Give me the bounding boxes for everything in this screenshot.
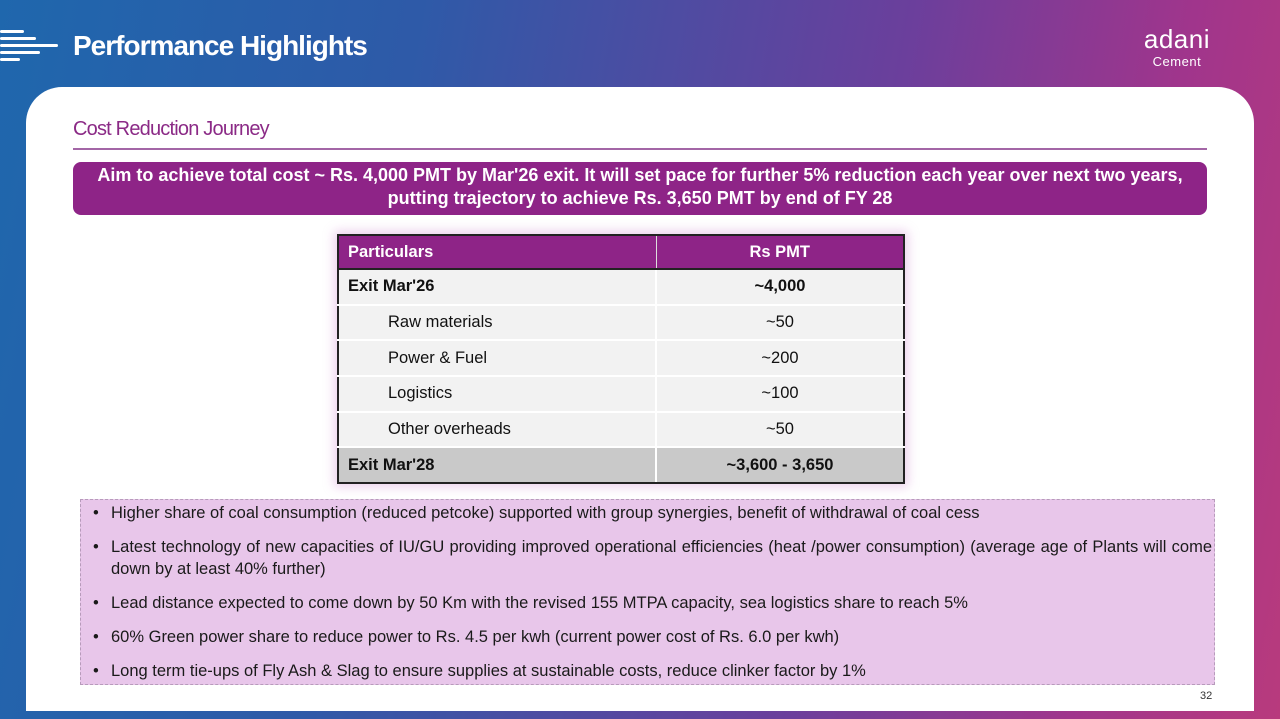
row-value: ~3,600 - 3,650 xyxy=(656,447,904,483)
section-title: Cost Reduction Journey xyxy=(73,118,269,140)
notes-list xyxy=(93,502,1214,682)
section-divider xyxy=(73,148,1207,150)
row-value: ~100 xyxy=(656,376,904,412)
page-title: Performance Highlights xyxy=(73,30,367,61)
list-item: • 60% Green power share to reduce power to Rs. 4.5 per kwh (current power cost of Rs. 6.0 per kwh) xyxy=(93,626,1214,648)
list-item: • Long term tie-ups of Fly Ash & Slag to ensure supplies at sustainable costs, reduce clinker factor by 1% xyxy=(93,660,1214,682)
brand-logo xyxy=(1144,24,1210,70)
row-label: Logistics xyxy=(338,376,656,412)
column-header-rs-pmt: Rs PMT xyxy=(656,235,904,269)
row-label: Other overheads xyxy=(338,412,656,448)
row-value: ~50 xyxy=(656,305,904,341)
cost-table xyxy=(337,234,905,484)
list-item: • Higher share of coal consumption (reduced petcoke) supported with group synergies, benefit of withdrawal of coal cess xyxy=(93,502,1214,524)
brand-name: adani xyxy=(1143,24,1210,54)
table-header-row xyxy=(338,235,904,269)
row-value: ~200 xyxy=(656,340,904,376)
table-row xyxy=(338,269,904,305)
table-row xyxy=(338,305,904,341)
row-value: ~50 xyxy=(656,412,904,448)
column-header-particulars: Particulars xyxy=(338,235,656,269)
target-banner: Aim to achieve total cost ~ Rs. 4,000 PMT by Mar'26 exit. It will set pace for further 5% reduction each year over next two years, putting trajectory to achieve Rs. 3,650 PMT by end of FY 28 xyxy=(73,162,1207,215)
list-item: • Lead distance expected to come down by 50 Km with the revised 155 MTPA capacity, sea logistics share to reach 5% xyxy=(93,592,1214,614)
row-value: ~4,000 xyxy=(656,269,904,305)
table-row xyxy=(338,376,904,412)
list-item: • Latest technology of new capacities of IU/GU providing improved operational efficiencies (heat /power consumption) (average age of Plants will come down by at least 40% further) xyxy=(93,536,1214,580)
speed-lines-icon xyxy=(0,30,60,64)
row-label: Exit Mar'28 xyxy=(338,447,656,483)
notes-box xyxy=(80,499,1215,685)
table-row xyxy=(338,447,904,483)
brand-subtitle: Cement xyxy=(1152,54,1202,69)
row-label: Exit Mar'26 xyxy=(338,269,656,305)
page-number: 32 xyxy=(1200,690,1213,702)
row-label: Raw materials xyxy=(338,305,656,341)
table-row xyxy=(338,340,904,376)
table-row xyxy=(338,412,904,448)
row-label: Power & Fuel xyxy=(338,340,656,376)
